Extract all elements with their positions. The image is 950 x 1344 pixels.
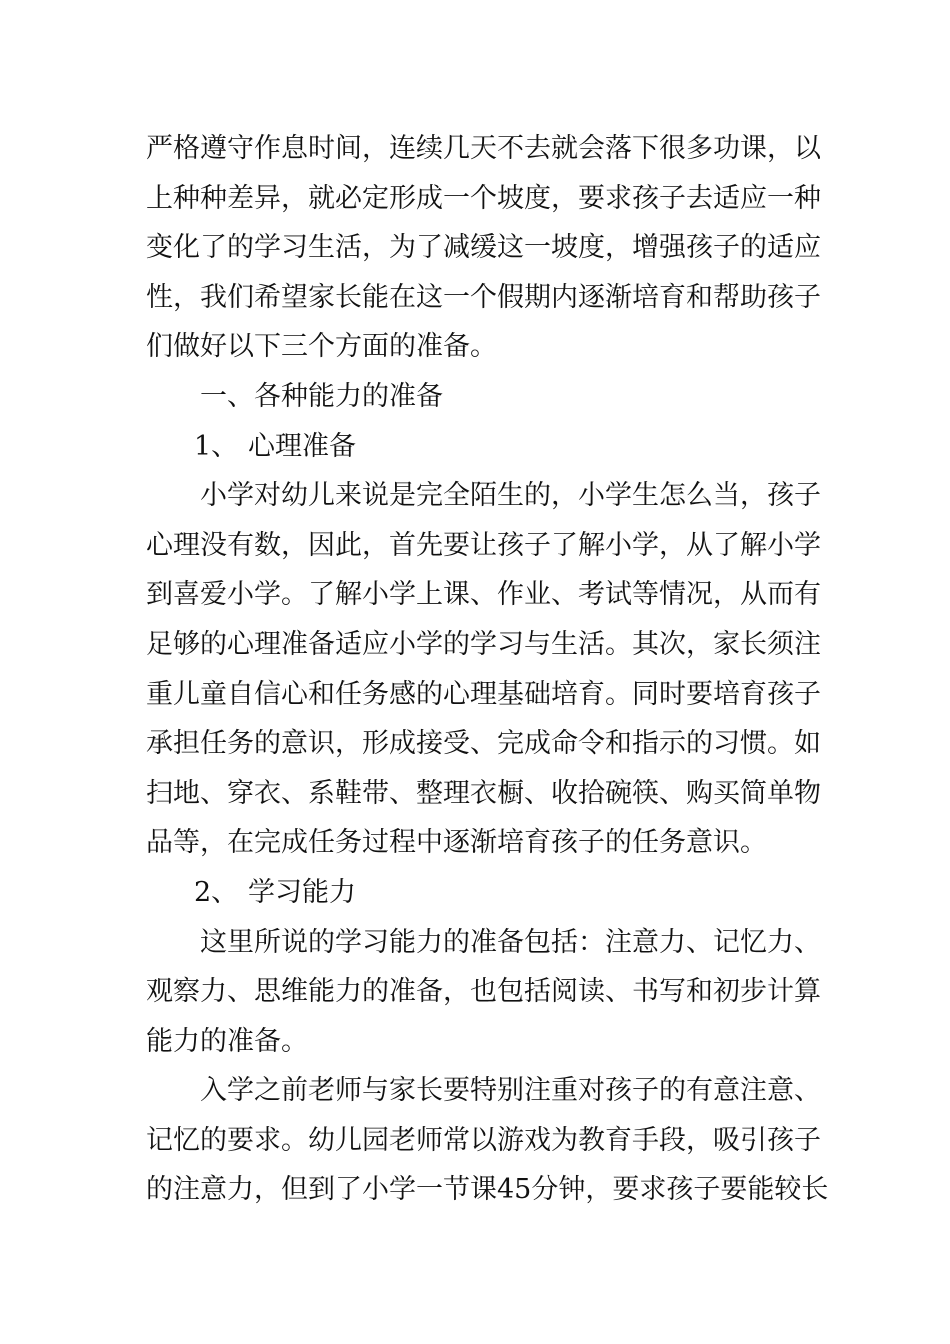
text-line: 性，我们希望家长能在这一个假期内逐渐培育和帮助孩子: [146, 281, 821, 313]
text-line: 这里所说的学习能力的准备包括：注意力、记忆力、: [200, 926, 821, 958]
text-line: 们做好以下三个方面的准备。: [146, 331, 497, 363]
text-line: 足够的心理准备适应小学的学习与生活。其次，家长须注: [146, 628, 821, 660]
text-line: 上种种差异，就必定形成一个坡度，要求孩子去适应一种: [146, 182, 821, 214]
text-line: 到喜爱小学。了解小学上课、作业、考试等情况，从而有: [146, 579, 821, 611]
text-line: 品等，在完成任务过程中逐渐培育孩子的任务意识。: [146, 827, 767, 859]
document-body: [146, 124, 829, 1215]
text-line: 能力的准备。: [146, 1025, 308, 1057]
text-line: 变化了的学习生活，为了减缓这一坡度，增强孩子的适应: [146, 232, 821, 264]
text-line: 扫地、穿衣、系鞋带、整理衣橱、收拾碗筷、购买简单物: [146, 777, 821, 809]
subheading-number: 2、: [194, 876, 239, 908]
text-line: 重儿童自信心和任务感的心理基础培育。同时要培育孩子: [146, 678, 821, 710]
subheading-learning: [146, 868, 810, 918]
subheading-label: 心理准备: [248, 430, 356, 462]
subheading-number: 1、: [194, 430, 239, 462]
text-line: 心理没有数，因此，首先要让孩子了解小学，从了解小学: [146, 529, 821, 561]
section-heading: 一、各种能力的准备: [200, 380, 443, 412]
text-line: 入学之前老师与家长要特别注重对孩子的有意注意、: [200, 1075, 821, 1107]
text-line: 严格遵守作息时间，连续几天不去就会落下很多功课，以: [146, 133, 821, 164]
text-line: 小学对幼儿来说是完全陌生的，小学生怎么当，孩子: [200, 480, 821, 512]
text-line: 观察力、思维能力的准备，也包括阅读、书写和初步计算: [146, 976, 821, 1008]
subheading-label: 学习能力: [248, 876, 356, 908]
text-line: 记忆的要求。幼儿园老师常以游戏为教育手段，吸引孩子: [146, 1124, 821, 1156]
subheading-psychological: [146, 422, 810, 472]
text-line: 承担任务的意识，形成接受、完成命令和指示的习惯。如: [146, 728, 821, 760]
text-line: 的注意力，但到了小学一节课45分钟，要求孩子要能较长: [146, 1174, 829, 1206]
